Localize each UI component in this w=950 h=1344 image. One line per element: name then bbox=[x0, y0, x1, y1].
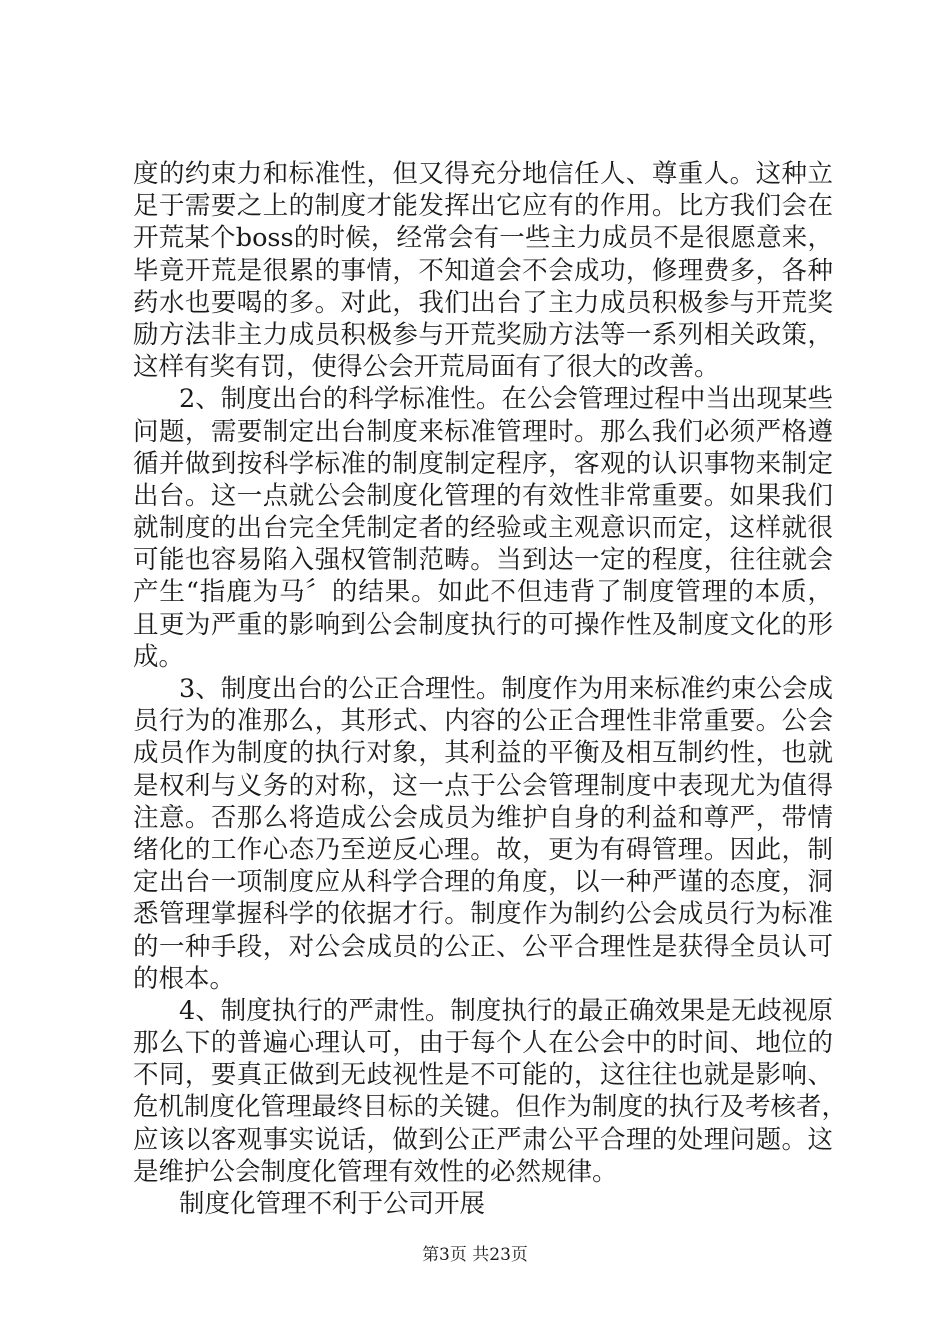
text-line: 足于需要之上的制度才能发挥出它应有的作用。比方我们会在 bbox=[133, 191, 833, 222]
text-line: 产生“指鹿为马〞的结果。如此不但违背了制度管理的本质， bbox=[133, 577, 833, 608]
text-line: 问题，需要制定出台制度来标准管理时。那么我们必须严格遵 bbox=[133, 416, 833, 447]
text-line: 循并做到按科学标准的制度制定程序，客观的认识事物来制定 bbox=[133, 448, 833, 479]
text-line: 的一种手段，对公会成员的公正、公平合理性是获得全员认可 bbox=[133, 931, 833, 962]
text-line: 开荒某个boss的时候，经常会有一些主力成员不是很愿意来， bbox=[133, 223, 833, 254]
text-line: 且更为严重的影响到公会制度执行的可操作性及制度文化的形 bbox=[133, 609, 833, 640]
text-line: 这样有奖有罚，使得公会开荒局面有了很大的改善。 bbox=[133, 352, 720, 383]
text-line: 就制度的出台完全凭制定者的经验或主观意识而定，这样就很 bbox=[133, 513, 833, 544]
text-line: 可能也容易陷入强权管制范畴。当到达一定的程度，往往就会 bbox=[133, 545, 833, 576]
text-line: 注意。否那么将造成公会成员为维护自身的利益和尊严，带情 bbox=[133, 802, 833, 833]
paragraph bbox=[133, 995, 848, 1188]
text-line: 不同，要真正做到无歧视性是不可能的，这往往也就是影响、 bbox=[133, 1060, 833, 1091]
text-line: 那么下的普遍心理认可，由于每个人在公会中的时间、地位的 bbox=[133, 1028, 833, 1059]
text-line: 应该以客观事实说话，做到公正严肃公平合理的处理问题。这 bbox=[133, 1124, 833, 1155]
text-line: 悉管理掌握科学的依据才行。制度作为制约公会成员行为标准 bbox=[133, 899, 833, 930]
text-line: 成员作为制度的执行对象，其利益的平衡及相互制约性，也就 bbox=[133, 738, 833, 769]
text-line: 制度化管理不利于公司开展 bbox=[179, 1189, 486, 1219]
text-line: 出台。这一点就公会制度化管理的有效性非常重要。如果我们 bbox=[133, 480, 833, 511]
text-line: 3、制度出台的公正合理性。制度作为用来标准约束公会成 bbox=[179, 674, 833, 704]
text-line: 员行为的准那么，其形式、内容的公正合理性非常重要。公会 bbox=[133, 706, 833, 737]
text-line: 度的约束力和标准性，但又得充分地信任人、尊重人。这种立 bbox=[133, 159, 833, 189]
text-line: 4、制度执行的严肃性。制度执行的最正确效果是无歧视原 bbox=[179, 995, 833, 1026]
text-line: 是维护公会制度化管理有效性的必然规律。 bbox=[133, 1156, 618, 1187]
text-line: 励方法非主力成员积极参与开荒奖励方法等一系列相关政策， bbox=[133, 319, 833, 350]
paragraph bbox=[133, 158, 833, 383]
text-line: 是权利与义务的对称，这一点于公会管理制度中表现尤为值得 bbox=[133, 770, 833, 801]
page-footer: 第3页 共23页 bbox=[422, 1245, 528, 1265]
text-line: 绪化的工作心态乃至逆反心理。故，更为有碍管理。因此，制 bbox=[133, 834, 833, 865]
text-line: 危机制度化管理最终目标的关键。但作为制度的执行及考核者， bbox=[133, 1092, 848, 1123]
document-body bbox=[133, 158, 848, 1220]
text-line: 的根本。 bbox=[133, 963, 236, 994]
text-line: 毕竟开荒是很累的事情，不知道会不会成功，修理费多，各种 bbox=[133, 255, 833, 286]
text-line: 定出台一项制度应从科学合理的角度，以一种严谨的态度，洞 bbox=[133, 867, 833, 898]
text-line: 2、制度出台的科学标准性。在公会管理过程中当出现某些 bbox=[179, 384, 833, 415]
paragraph bbox=[133, 1188, 833, 1220]
text-line: 药水也要喝的多。对此，我们出台了主力成员积极参与开荒奖 bbox=[133, 287, 833, 318]
paragraph bbox=[133, 673, 833, 995]
paragraph bbox=[133, 383, 833, 673]
text-line: 成。 bbox=[133, 641, 185, 672]
